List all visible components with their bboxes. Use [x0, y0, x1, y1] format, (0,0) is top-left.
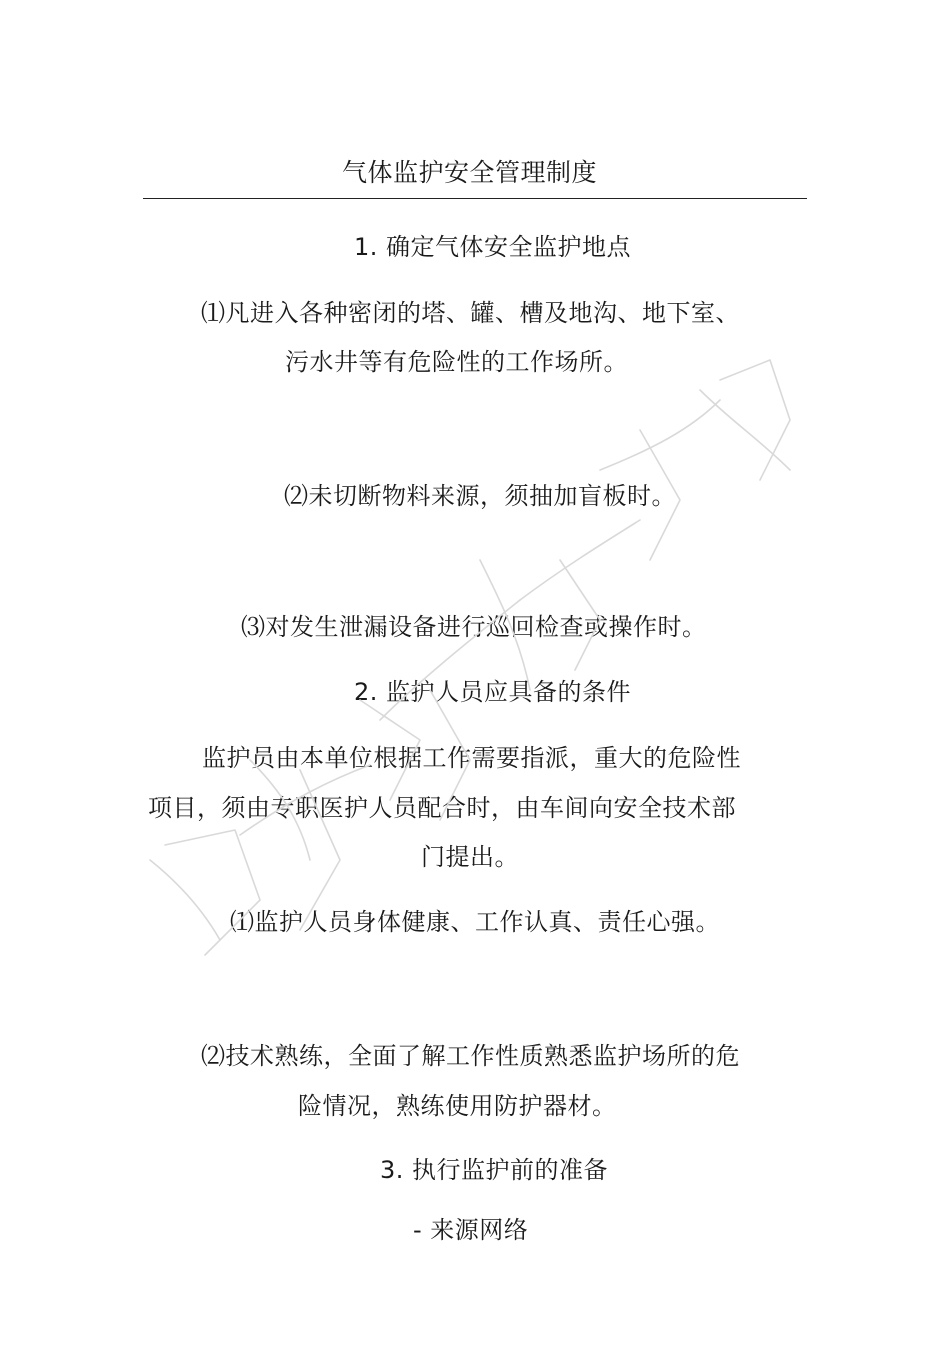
- paragraph-line: ⑶对发生泄漏设备进行巡回检查或操作时。: [241, 613, 707, 641]
- paragraph-line: ⑵技术熟练，全面了解工作性质熟悉监护场所的危: [201, 1042, 740, 1070]
- paragraph-line: 险情况，熟练使用防护器材。: [298, 1092, 617, 1120]
- paragraph-line: 项目，须由专职医护人员配合时，由车间向安全技术部: [148, 794, 736, 822]
- title-divider: [143, 198, 807, 199]
- paragraph-line: ⑴凡进入各种密闭的塔、罐、槽及地沟、地下室、: [201, 299, 740, 327]
- paragraph-line: 监护员由本单位根据工作需要指派，重大的危险性: [202, 744, 741, 772]
- source-note: - 来源网络: [413, 1216, 529, 1244]
- paragraph-line: ⑴监护人员身体健康、工作认真、责任心强。: [230, 908, 720, 936]
- paragraph-line: 门提出。: [421, 843, 519, 871]
- section-heading-3: 3. 执行监护前的准备: [380, 1156, 609, 1184]
- section-heading-2: 2. 监护人员应具备的条件: [354, 678, 632, 706]
- paragraph-line: ⑵未切断物料来源，须抽加盲板时。: [284, 482, 676, 510]
- document-title: 气体监护安全管理制度: [342, 158, 598, 187]
- section-heading-1: 1. 确定气体安全监护地点: [354, 233, 632, 261]
- paragraph-line: 污水井等有危险性的工作场所。: [285, 348, 628, 376]
